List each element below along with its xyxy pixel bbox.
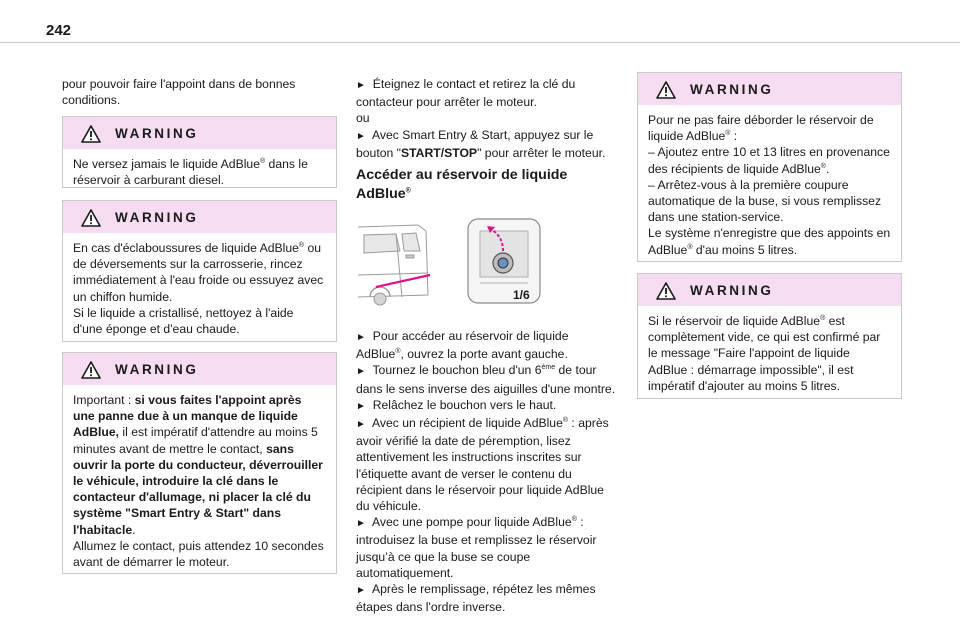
text: Allumez le contact, puis attendez 10 secondes avant de démarrer le moteur. [73,538,324,570]
warning-body [63,233,336,337]
text: . [132,522,136,537]
text: Éteignez le contact et retirez la clé du contacteur pour arrêter le moteur. [356,77,576,110]
warning-header [63,117,336,149]
text: Relâchez le bouchon vers le haut. [372,397,557,412]
bold-text: START/STOP [401,145,478,160]
text: Ne versez jamais le liquide AdBlue [73,157,260,171]
text: Pour ne pas faire déborder le réservoir de liquide AdBlue [648,113,874,144]
warning-title: WARNING [115,126,199,141]
warning-box-splash [62,200,337,342]
bold-text: si vous faites l'appoint après une panne due à un manque de liquide AdBlue, [73,393,302,440]
warning-title: WARNING [690,283,774,298]
registered-mark: ® [298,241,305,249]
text: d'au moins 5 litres. [692,242,798,257]
text: Après le remplissage, répétez les mêmes étapes dans l'ordre inverse. [356,582,596,615]
access-steps [356,328,618,615]
text: est complètement vide, ce qui est confirmé par le message "Faire l'appoint de liquide AdBlue : démarrage impossible", il est impératif d'ajouter au moins 5 litres. [648,314,881,393]
text: – Ajoutez entre 10 et 13 litres en provenance des récipients de liquide AdBlue [648,145,890,176]
text: . [825,161,830,176]
warning-body [638,306,901,394]
arrow-icon: ► [356,332,366,343]
registered-mark: ® [725,130,731,138]
text: Avec un récipient de liquide AdBlue [372,416,563,431]
arrow-icon: ► [356,585,366,597]
section-heading [356,166,596,204]
warning-triangle-icon [81,125,101,143]
text: : après avoir vérifié la date de péremption, lisez attentivement les instructions inscrites sur l'étiquette avant de verser le contenu du récipient dans le réservoir pour liquide AdBlue du véhicule. [356,416,609,514]
text: Important : [73,393,135,407]
intro-text: pour pouvoir faire l'appoint dans de bonnes conditions. [62,77,296,108]
text: En cas d'éclaboussures de liquide AdBlue [73,241,299,255]
warning-box-restart [62,352,337,574]
warning-title: WARNING [690,82,774,97]
bold-text: sans ouvrir la porte du conducteur, déverrouiller le véhicule, introduire la clé dans le contacteur d'allumage, ni placer la clé du système "Smart Entry & Start" dans l'habitacle [73,441,323,537]
text: Avec une pompe pour liquide AdBlue [372,515,572,530]
warning-body [63,149,336,188]
arrow-icon: ► [356,419,366,431]
arrow-icon: ► [356,366,366,378]
warning-triangle-icon [656,81,676,99]
van-side-icon [358,225,428,305]
header-divider [0,42,960,43]
text: Le système n'enregistre que des appoints en AdBlue [648,226,891,257]
warning-title: WARNING [115,362,199,377]
registered-mark: ® [395,348,401,356]
warning-box-diesel [62,116,337,188]
arrow-icon: ► [356,518,366,530]
warning-title: WARNING [115,210,199,225]
warning-header [63,201,336,233]
warning-box-empty-tank [637,273,902,399]
registered-mark: ® [405,187,411,195]
illustration-label: 1/6 [513,288,530,302]
warning-box-overflow [637,72,902,262]
adblue-access-illustration [356,217,546,312]
text: Tournez le bouchon bleu d'un 6 [372,363,542,378]
registered-mark: ® [820,162,826,170]
warning-body [638,105,901,258]
registered-mark: ® [571,516,577,524]
text: Accéder au réservoir de liquide AdBlue [356,167,568,202]
page-number: 242 [46,22,72,39]
stop-engine-steps [356,76,606,161]
text: , ouvrez la porte avant gauche. [400,347,568,362]
warning-header [638,274,901,306]
indicator-arrow-icon [376,275,430,287]
arrow-icon: ► [356,80,366,91]
warning-triangle-icon [656,282,676,300]
superscript: ème [541,364,556,372]
text: : introduisez la buse et remplissez le réservoir jusqu’à ce que la buse se coupe automatiquement. [356,515,597,580]
warning-header [63,353,336,385]
text: il est impératif d'attendre au moins 5 minutes avant de mettre le contact, [73,425,318,456]
warning-triangle-icon [81,361,101,379]
arrow-icon: ► [356,400,366,412]
registered-mark: ® [820,314,826,322]
text: Pour accéder au réservoir de liquide AdBlue [356,329,569,362]
text: Si le liquide a cristallisé, nettoyez à l'aide d'une éponge et d'eau chaude. [73,305,294,337]
text: Si le réservoir de liquide AdBlue [648,314,821,328]
text: " pour arrêter le moteur. [477,145,606,160]
registered-mark: ® [687,243,693,251]
arrow-icon: ► [356,130,366,142]
text: ou de déversements sur la carrosserie, rincez immédiatement à l'eau froide ou essuyez avec un chiffon humide. [73,241,324,304]
text: de tour dans le sens inverse des aiguilles d'une montre. [356,363,616,396]
registered-mark: ® [259,157,266,165]
warning-header [638,73,901,105]
registered-mark: ® [562,416,569,424]
text: : [730,129,738,144]
text: – Arrêtez-vous à la première coupure automatique de la buse, si vous remplissez dans une station-service. [648,177,882,225]
text: ou [356,111,370,126]
warning-body [63,385,336,570]
text: Avec Smart Entry & Start, appuyez sur le bouton " [356,127,594,160]
text: dans le réservoir à carburant diesel. [73,157,308,188]
warning-triangle-icon [81,209,101,227]
